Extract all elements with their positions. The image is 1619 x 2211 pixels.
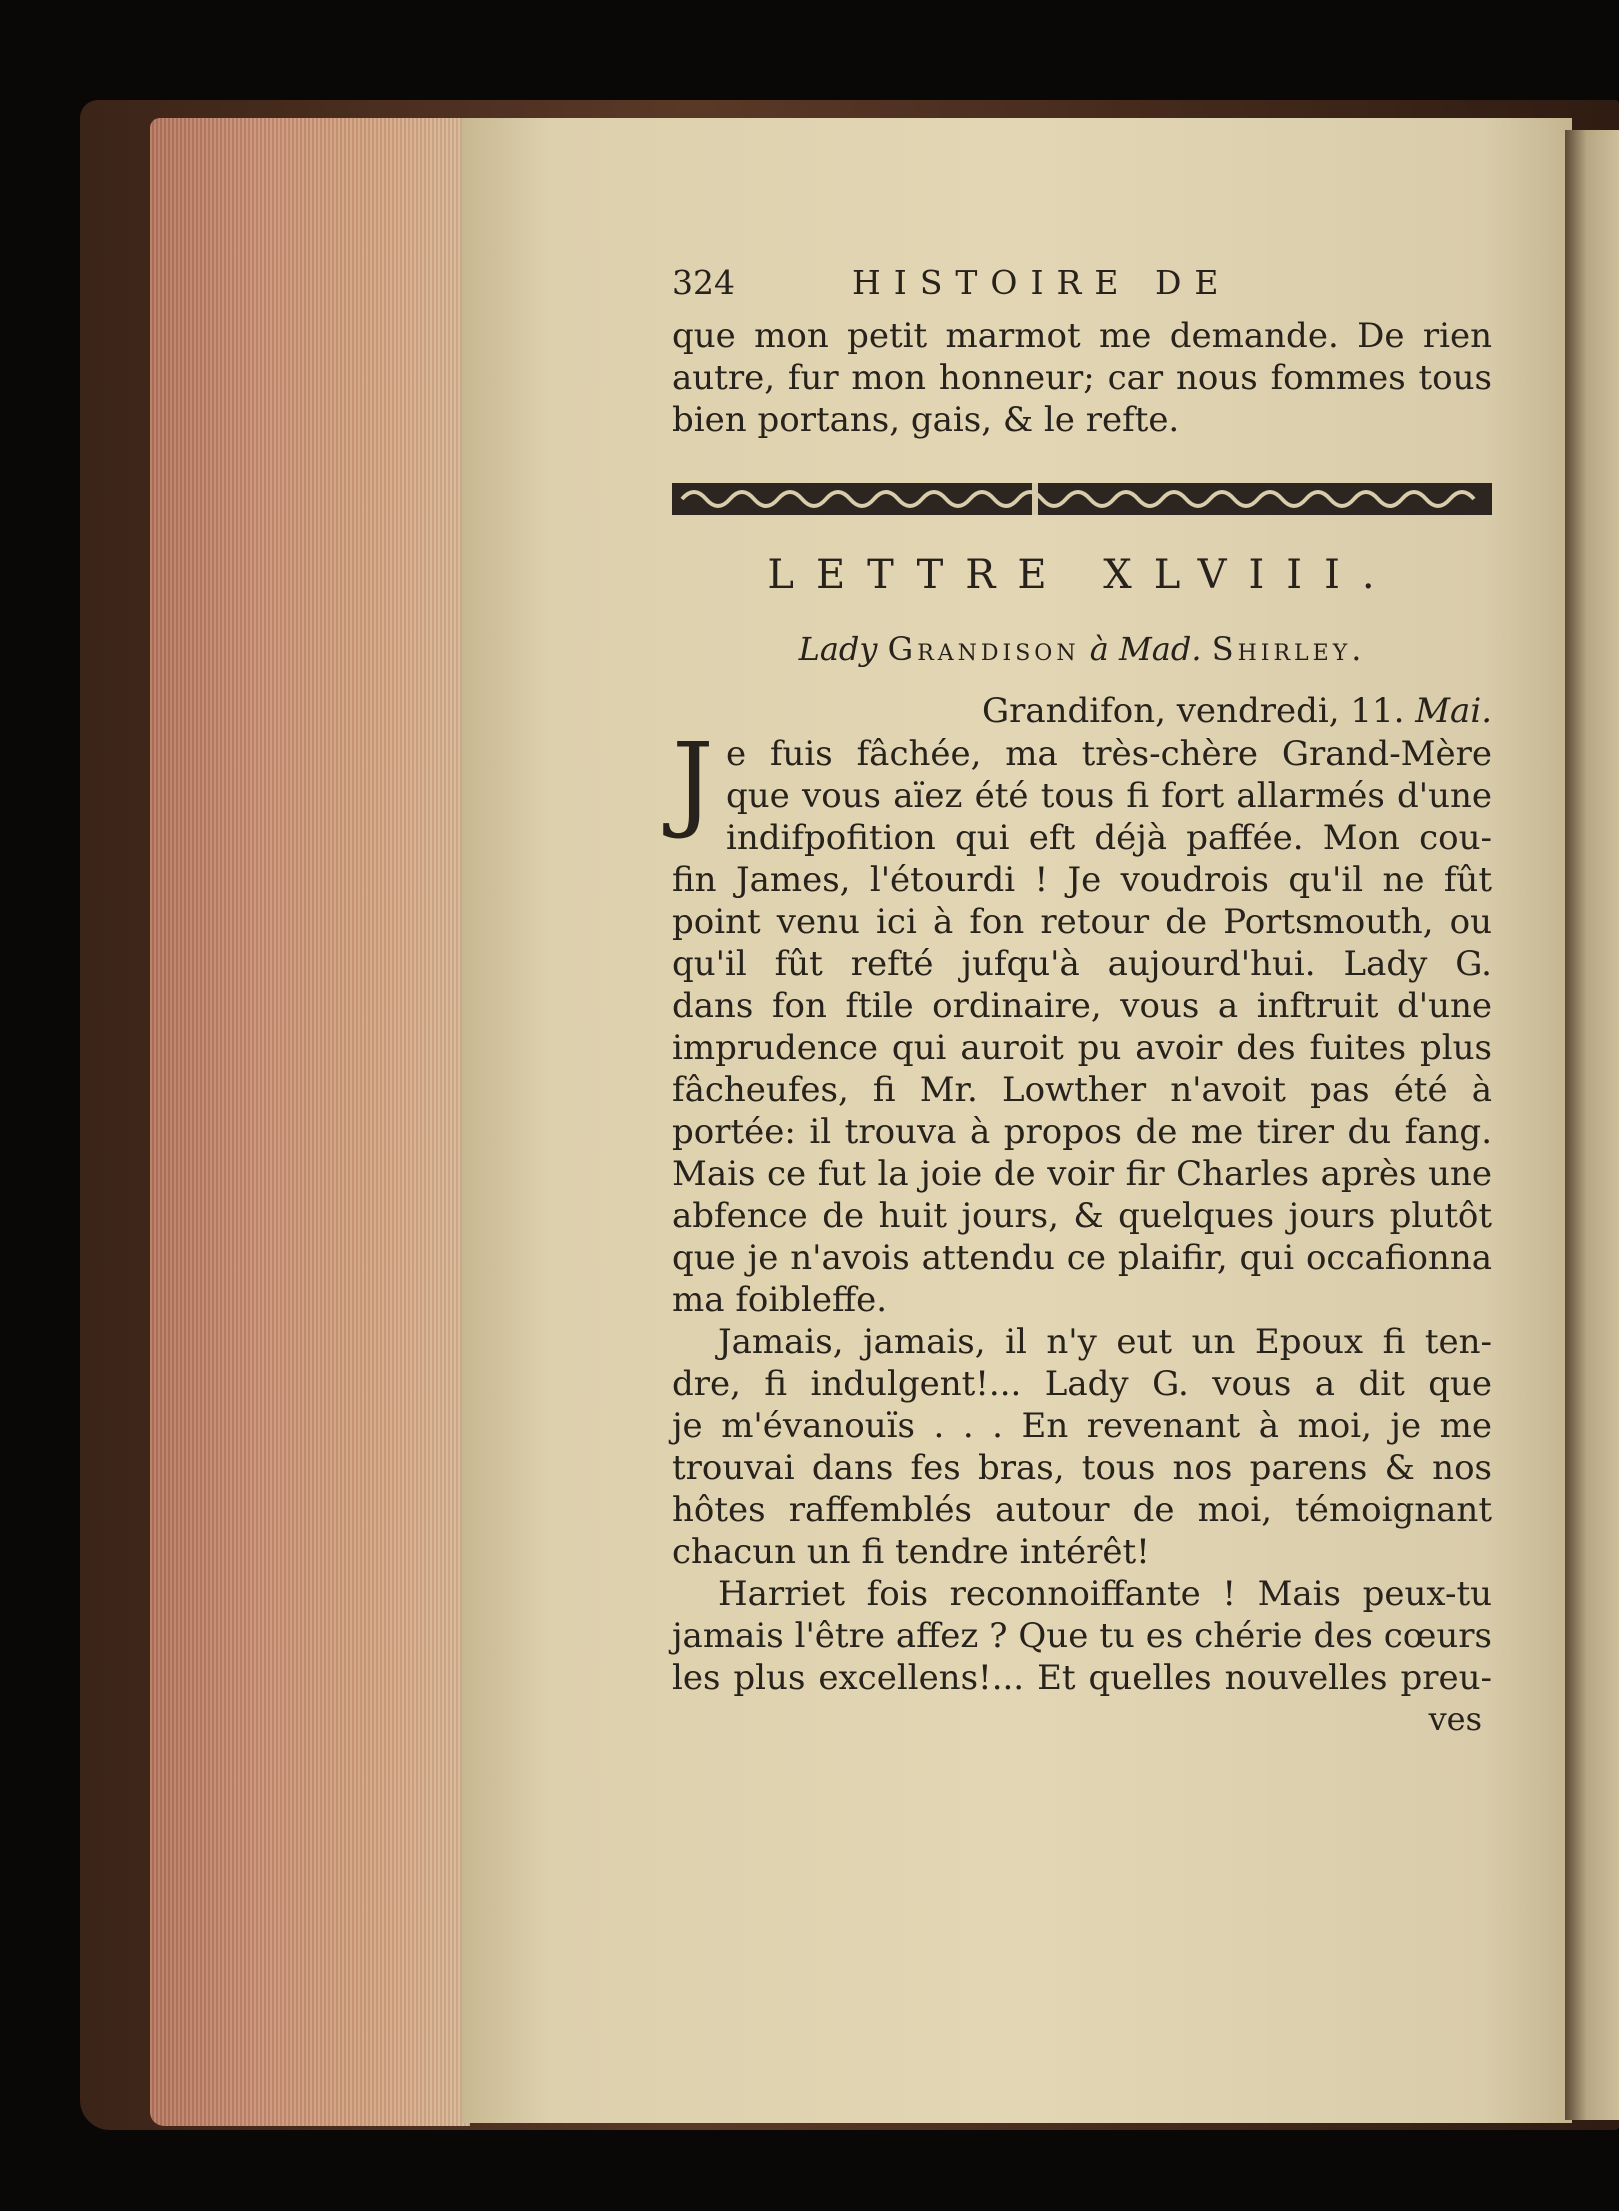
text-line: que je n'avois attendu ce plaifir, qui occafionna bbox=[672, 1238, 1492, 1278]
drop-cap: J bbox=[672, 720, 714, 842]
text-line: je m'évanouïs . . . En revenant à moi, je me bbox=[672, 1406, 1492, 1446]
catchword: ves bbox=[1428, 1700, 1482, 1738]
text-line: qu'il fût refté jufqu'à aujourd'hui. Lady G. bbox=[672, 944, 1492, 984]
text-line: e fuis fâchée, ma très-chère Grand-Mère bbox=[726, 734, 1492, 774]
text-line: trouvai dans fes bras, tous nos parens & nos bbox=[672, 1448, 1492, 1488]
text-line: Mais ce fut la joie de voir fir Charles après une bbox=[672, 1154, 1492, 1194]
letter-dateline bbox=[672, 689, 1492, 733]
text-line: jamais l'être affez ? Que tu es chérie des cœurs bbox=[672, 1616, 1492, 1656]
ornament-border bbox=[672, 477, 1492, 521]
addressee-lady: Lady bbox=[798, 630, 878, 668]
text-line: chacun un fi tendre intérêt! bbox=[672, 1532, 1150, 1572]
facing-page-edge bbox=[1565, 130, 1619, 2120]
text-line: autre, fur mon honneur; car nous fommes tous bbox=[672, 358, 1492, 398]
text-line: ma foibleffe. bbox=[672, 1280, 888, 1320]
paragraph-1 bbox=[672, 720, 1492, 1321]
opening-lines bbox=[672, 315, 1492, 441]
addressee-mad: Mad. bbox=[1119, 630, 1202, 668]
text-line: que vous aïez été tous fi fort allarmés d'une bbox=[726, 776, 1492, 816]
text-line: bien portans, gais, & le refte. bbox=[672, 400, 1180, 440]
text-line: fin James, l'étourdi ! Je voudrois qu'il ne fût bbox=[672, 860, 1492, 900]
running-title: HISTOIRE DE bbox=[852, 263, 1232, 302]
text-line: portée: il trouva à propos de me tirer du fang. bbox=[672, 1112, 1492, 1152]
running-head bbox=[672, 255, 1492, 315]
text-line: fâcheufes, fi Mr. Lowther n'avoit pas été à bbox=[672, 1070, 1492, 1110]
text-line: imprudence qui auroit pu avoir des fuites plus bbox=[672, 1028, 1492, 1068]
page-text bbox=[672, 255, 1492, 1739]
dateline-place: Grandifon, vendredi, 11. bbox=[981, 691, 1405, 731]
paragraph-3 bbox=[672, 1573, 1492, 1699]
text-line: dre, fi indulgent!... Lady G. vous a dit que bbox=[672, 1364, 1492, 1404]
dateline-month: Mai. bbox=[1415, 691, 1492, 731]
text-line: abfence de huit jours, & quelques jours plutôt bbox=[672, 1196, 1492, 1236]
addressee-prep: à bbox=[1089, 630, 1109, 668]
letter-addressee bbox=[672, 621, 1492, 677]
addressee-from: Grandison bbox=[887, 630, 1080, 668]
page-fore-edge bbox=[150, 118, 470, 2126]
text-line: que mon petit marmot me demande. De rien bbox=[672, 316, 1492, 356]
paragraph-2 bbox=[672, 1321, 1492, 1573]
text-line: Harriet fois reconnoiffante ! Mais peux-tu bbox=[718, 1574, 1492, 1614]
addressee-to: Shirley. bbox=[1211, 630, 1366, 668]
text-line: les plus excellens!... Et quelles nouvelles preu- bbox=[672, 1658, 1492, 1698]
text-line: indifpofition qui eft déjà paffée. Mon cou- bbox=[726, 818, 1492, 858]
text-line: hôtes raffemblés autour de moi, témoignant bbox=[672, 1490, 1492, 1530]
text-line: Jamais, jamais, il n'y eut un Epoux fi ten- bbox=[718, 1322, 1492, 1362]
text-line: point venu ici à fon retour de Portsmouth, ou bbox=[672, 902, 1492, 942]
letter-heading: LETTRE XLVIII. bbox=[767, 552, 1397, 598]
page-number: 324 bbox=[672, 263, 735, 302]
text-line: dans fon ftile ordinaire, vous a inftruit d'une bbox=[672, 986, 1492, 1026]
